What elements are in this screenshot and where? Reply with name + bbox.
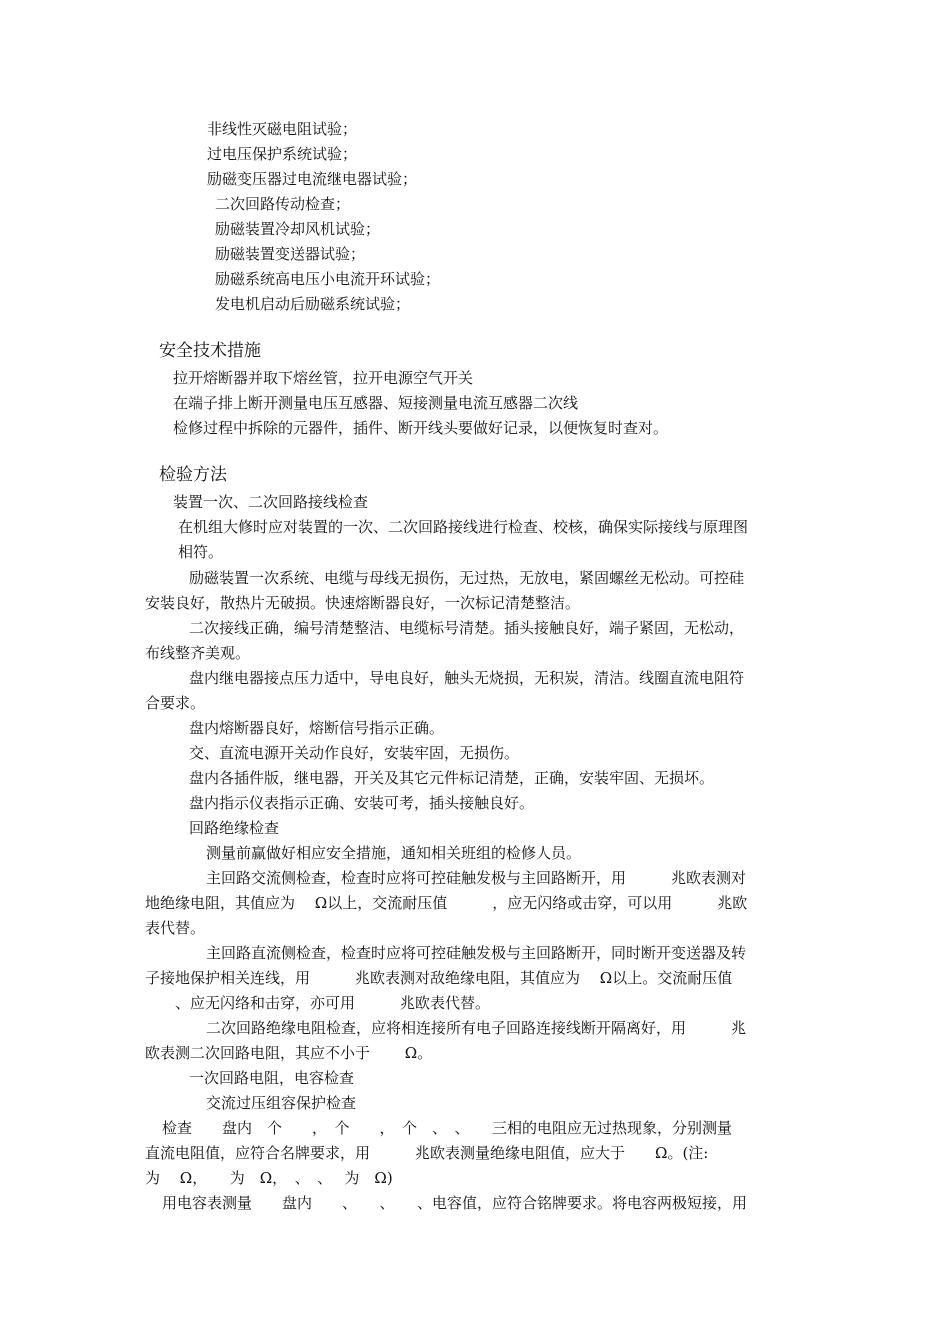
test-item: 发电机启动后励磁系统试验； — [215, 295, 411, 313]
method-line: 地绝缘电阻，其值应为 Ω以上，交流耐压值 ，应无闪络或击穿，可以用 兆欧 — [145, 894, 748, 912]
method-line: 盘内各插件版，继电器，开关及其它元件标记清楚，正确，安装牢固、无损坏。 — [189, 769, 715, 787]
safety-item: 在端子排上断开测量电压互感器、短接测量电流互感器二次线 — [173, 394, 579, 412]
test-item: 励磁装置冷却风机试验； — [215, 220, 381, 238]
method-line: 二次接线正确，编号清楚整洁、电缆标号清楚。插头接触良好，端子紧固，无松动， — [189, 619, 745, 637]
method-line: 励磁装置一次系统、电缆与母线无损伤，无过热，无放电，紧固螺丝无松动。可控硅 — [189, 569, 745, 587]
method-line: 检查 盘内 个 ， 个 ， 个 、 、 三相的电阻应无过热现象，分别测量 — [162, 1119, 733, 1137]
method-line: 、应无闪络和击穿，亦可用 兆欧表代替。 — [175, 994, 491, 1012]
method-line: 表代替。 — [145, 919, 206, 937]
test-item: 励磁装置变送器试验； — [215, 245, 366, 263]
method-line: 为 Ω， 为 Ω， 、 、 为 Ω) — [145, 1169, 393, 1187]
test-item: 励磁变压器过电流继电器试验； — [207, 170, 418, 188]
method-line: 主回路交流侧检查，检查时应将可控硅触发极与主回路断开，用 兆欧表测对 — [206, 869, 747, 887]
method-line: 交流过压组容保护检查 — [206, 1094, 357, 1112]
safety-item: 检修过程中拆除的元器件，插件、断开线头要做好记录，以便恢复时查对。 — [173, 419, 669, 437]
method-line: 测量前赢做好相应安全措施，通知相关班组的检修人员。 — [206, 844, 582, 862]
method-line: 盘内熔断器良好，熔断信号指示正确。 — [189, 719, 445, 737]
method-line: 盘内指示仪表指示正确、安装可考，插头接触良好。 — [189, 794, 535, 812]
test-item: 非线性灭磁电阻试验； — [207, 120, 358, 138]
method-line: 合要求。 — [145, 694, 206, 712]
method-line: 布线整齐美观。 — [145, 644, 251, 662]
test-item: 励磁系统高电压小电流开环试验； — [215, 270, 441, 288]
section-heading-safety: 安全技术措施 — [159, 341, 261, 361]
method-line: 一次回路电阻，电容检查 — [189, 1069, 355, 1087]
safety-item: 拉开熔断器并取下熔丝管，拉开电源空气开关 — [173, 369, 474, 387]
method-line: 直流电阻值，应符合名牌要求，用 兆欧表测量绝缘电阻值，应大于 Ω。(注: — [145, 1144, 709, 1162]
method-line: 盘内继电器接点压力适中，导电良好，触头无烧损，无积炭，清洁。线圈直流电阻符 — [189, 669, 745, 687]
method-line: 用电容表测量 盘内 、 、 、电容值，应符合铭牌要求。将电容两极短接，用 — [162, 1194, 748, 1212]
test-item: 过电压保护系统试验； — [207, 145, 358, 163]
method-line: 回路绝缘检查 — [189, 819, 280, 837]
section-heading-method: 检验方法 — [159, 465, 227, 485]
method-line: 相符。 — [178, 543, 224, 561]
method-line: 欧表测二次回路电阻，其应不小于 Ω。 — [145, 1044, 433, 1062]
method-line: 交、直流电源开关动作良好，安装牢固，无损伤。 — [189, 744, 520, 762]
method-line: 装置一次、二次回路接线检查 — [173, 493, 369, 511]
method-line: 安装良好，散热片无破损。快速熔断器良好，一次标记清楚整洁。 — [145, 594, 581, 612]
method-line: 子接地保护相关连线，用 兆欧表测对敌绝缘电阻，其值应为 Ω以上。交流耐压值 — [145, 969, 733, 987]
method-line: 主回路直流侧检查，检查时应将可控硅触发极与主回路断开，同时断开变送器及转 — [206, 944, 747, 962]
test-item: 二次回路传动检查； — [215, 195, 351, 213]
method-line: 在机组大修时应对装置的一次、二次回路接线进行检查、校核，确保实际接线与原理图 — [178, 518, 749, 536]
method-line: 二次回路绝缘电阻检查，应将相连接所有电子回路连接线断开隔离好，用 兆 — [206, 1019, 747, 1037]
